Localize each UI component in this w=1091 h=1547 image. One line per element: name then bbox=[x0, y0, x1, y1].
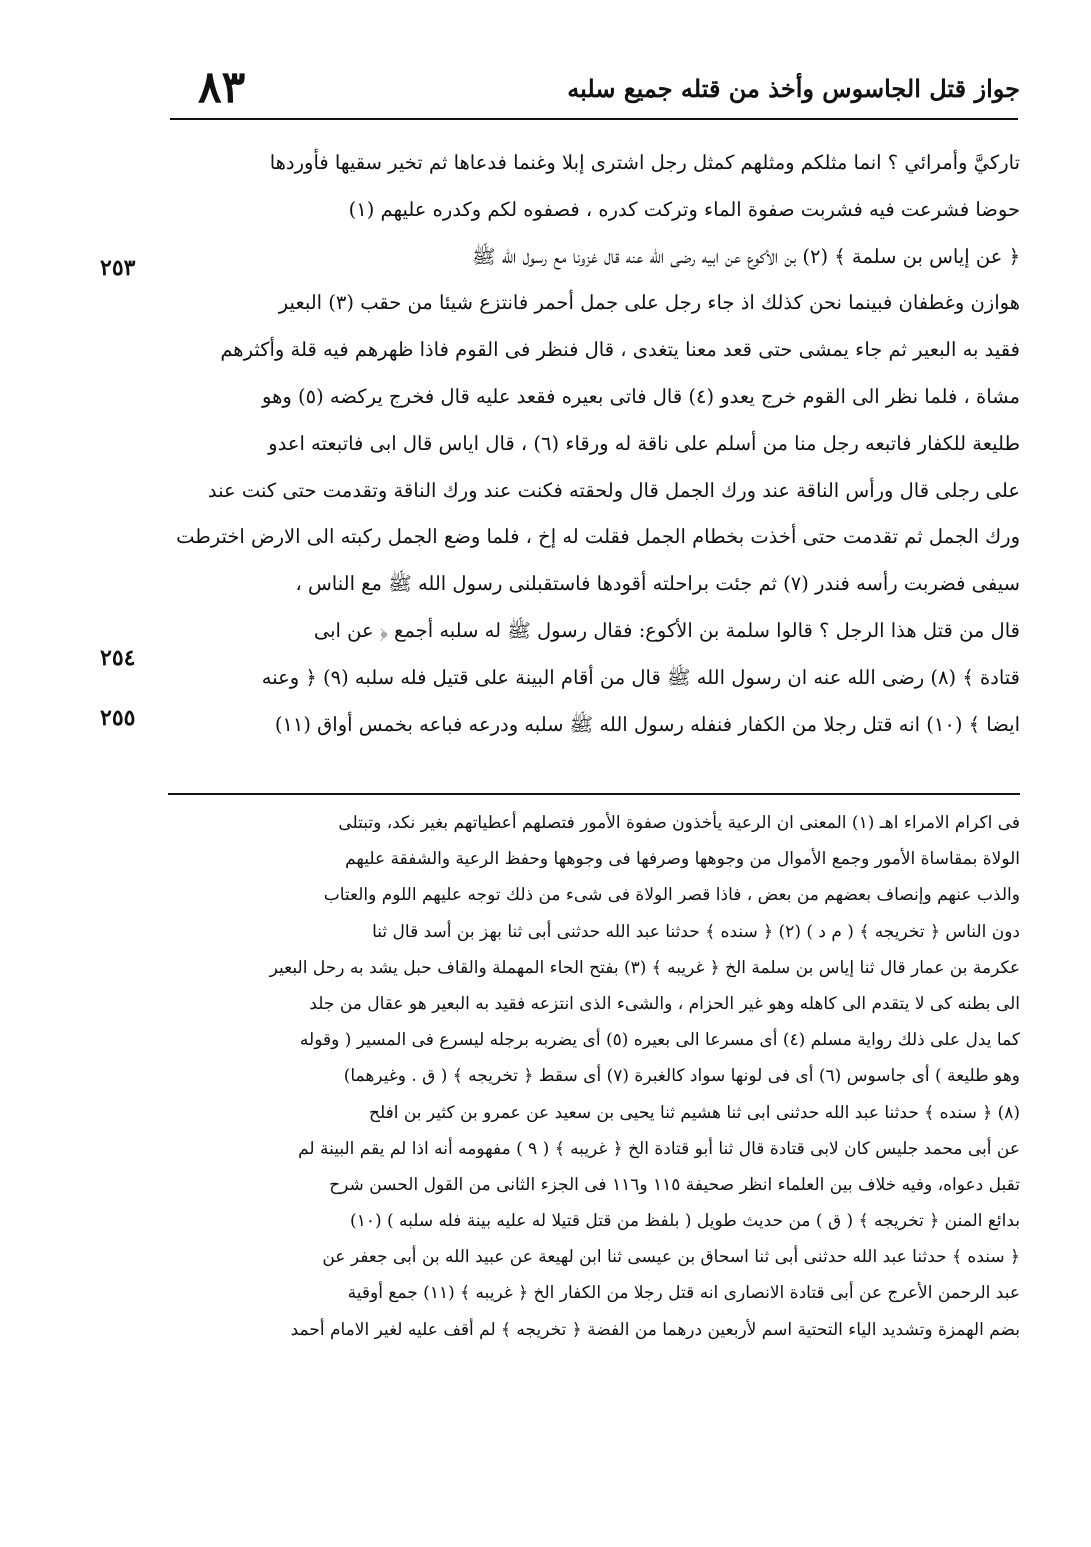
main-text-line: فقيد به البعير ثم جاء يمشى حتى قعد معنا يتغدى ، قال فنظر فى القوم فاذا ظهرهم فيه قلة وأكثرهم bbox=[220, 338, 1020, 362]
footnotes bbox=[168, 805, 1020, 1348]
footnote-line: والذب عنهم وإنصاف بعضهم من بعض ، فاذا قصر الولاة فى شىء من ذلك توجه عليهم اللوم والعتاب bbox=[323, 885, 1020, 906]
main-text-line: هوازن وغطفان فبينما نحن كذلك اذ جاء رجل على جمل أحمر فانتزع شيئا من حقب (٣) البعير bbox=[278, 291, 1020, 315]
footnote-line: عبد الرحمن الأعرج عن أبى قتادة الانصارى انه قتل رجلا من الكفار الخ ﴿ غريبه ﴾ (١١) جمع أوقية bbox=[347, 1283, 1020, 1304]
page-number: ٨٣ bbox=[198, 62, 246, 113]
footnote-line: تقبل دعواه، وفيه خلاف بين العلماء انظر صحيفة ١١٥ و١١٦ فى الجزء الثانى من القول الحسن شرح bbox=[329, 1174, 1020, 1195]
footnote-line: عكرمة بن عمار قال ثنا إياس بن سلمة الخ ﴿ غريبه ﴾ (٣) بفتح الحاء المهملة والقاف حبل يشد به رحل البعير bbox=[269, 957, 1020, 978]
main-text-line: قال من قتل هذا الرجل ؟ قالوا سلمة بن الأكوع: فقال رسول ﷺ له سلبه أجمع ﴿ عن ابى bbox=[313, 618, 1020, 642]
footnote-line: بدائع المنن ﴿ تخريجه ﴾ ( ق ) من حديث طويل ( بلفظ من قتل قتيلا له عليه بينة فله سلبه ) (١٠) bbox=[350, 1211, 1020, 1232]
header-rule bbox=[170, 118, 1018, 120]
footnote-line: ﴿ سنده ﴾ حدثنا عبد الله حدثنى أبى ثنا اسحاق بن عيسى ثنا ابن لهيعة عن عبيد الله بن أبى جعفر عن bbox=[322, 1247, 1020, 1268]
main-text-line: ايضا ﴾ (١٠) انه قتل رجلا من الكفار فنفله رسول الله ﷺ سلبه ودرعه فباعه بخمس أواق (١١) bbox=[274, 712, 1020, 736]
main-text-line: ورك الجمل ثم تقدمت حتى أخذت بخطام الجمل فقلت له إخ ، فلما وضع الجمل ركبته الى الارض اخترطت bbox=[176, 525, 1020, 549]
main-text-line: مشاة ، فلما نظر الى القوم خرج يعدو (٤) قال فاتى بعيره فقعد عليه قال فخرج يركضه (٥) وهو bbox=[262, 384, 1020, 408]
main-text-line: قتادة ﴾ (٨) رضى الله عنه ان رسول الله ﷺ قال من أقام البينة على قتيل فله سلبه (٩) ﴿ وعنه bbox=[261, 665, 1020, 689]
footnote-line: (٨) ﴿ سنده ﴾ حدثنا عبد الله حدثنى ابى ثنا هشيم ثنا يحيى بن سعيد عن عمرو بن كثير بن افلح bbox=[368, 1102, 1020, 1123]
main-text-line: طليعة للكفار فاتبعه رجل منا من أسلم على ناقة له ورقاء (٦) ، قال اياس قال ابى فاتبعته اعدو bbox=[268, 431, 1020, 455]
footnote-line: وهو طليعة ) أى جاسوس (٦) أى فى لونها سواد كالغبرة (٧) أى سقط ﴿ تخريجه ﴾ ( ق . وغيرهما) bbox=[343, 1066, 1020, 1087]
main-text-line: تاركيَّ وأمرائي ؟ انما مثلكم ومثلهم كمثل رجل اشترى إبلا وغنما فدعاها ثم تخير سقيها فأوردها bbox=[269, 151, 1020, 174]
footnote-line: الى بطنه كى لا يتقدم الى كاهله وهو غير الحزام ، والشىء الذى انتزعه فقيد به البعير هو عقال من جلد bbox=[309, 993, 1020, 1014]
page-header bbox=[180, 62, 1020, 118]
hadith-number: ٢٥٣ bbox=[100, 255, 136, 281]
hadith-number: ٢٥٥ bbox=[100, 705, 136, 731]
footnote-line: بضم الهمزة وتشديد الياء التحتية اسم لأربعين درهما من الفضة ﴿ تخريجه ﴾ لم أقف عليه لغير الامام أحمد bbox=[290, 1319, 1020, 1340]
footnote-line: فى اكرام الامراء اهـ (١) المعنى ان الرعية يأخذون صفوة الأمور فتصلهم أعطياتهم بغير نكد، وتبتلى bbox=[338, 813, 1020, 833]
footnote-line: دون الناس ﴿ تخريجه ﴾ ( م د ) (٢) ﴿ سنده ﴾ حدثنا عبد الله حدثنى أبى ثنا بهز بن أسد قال ثنا bbox=[372, 921, 1020, 942]
footnote-line: الولاة بمقاساة الأمور وجمع الأموال من وجوهها وصرفها فى وجوهها وحفظ الرعية والشفقة عليهم bbox=[345, 849, 1020, 870]
main-text-line: حوضا فشرعت فيه فشربت صفوة الماء وتركت كدره ، فصفوه لكم وكدره عليهم (١) bbox=[348, 197, 1020, 221]
hadith-number: ٢٥٤ bbox=[100, 645, 136, 671]
running-title: جواز قتل الجاسوس وأخذ من قتله جميع سلبه bbox=[567, 74, 1020, 103]
footnote-line: كما يدل على ذلك رواية مسلم (٤) أى مسرعا الى بعيره (٥) أى يضربه برجله ليسرع فى المسير ( وقوله bbox=[299, 1030, 1020, 1051]
main-text-line: سيفى فضربت رأسه فندر (٧) ثم جئت براحلته أقودها فاستقبلنى رسول الله ﷺ مع الناس ، bbox=[295, 572, 1020, 596]
main-text bbox=[160, 140, 1020, 748]
main-text-line: ﴿ عن إياس بن سلمة ﴾ (٢) بن الأكوع عن ابيه رضى الله عنه قال غزونا مع رسول الله ﷺ bbox=[471, 244, 1020, 268]
footnote-divider bbox=[168, 793, 1020, 795]
footnote-line: عن أبى محمد جليس كان لابى قتادة قال ثنا أبو قتادة الخ ﴿ غريبه ﴾ ( ٩ ) مفهومه أنه اذا لم يقم البينة لم bbox=[298, 1138, 1020, 1159]
main-text-line: على رجلى قال ورأس الناقة عند ورك الجمل قال ولحقته فكنت عند ورك الناقة وتقدمت حتى كنت عند bbox=[207, 478, 1020, 502]
